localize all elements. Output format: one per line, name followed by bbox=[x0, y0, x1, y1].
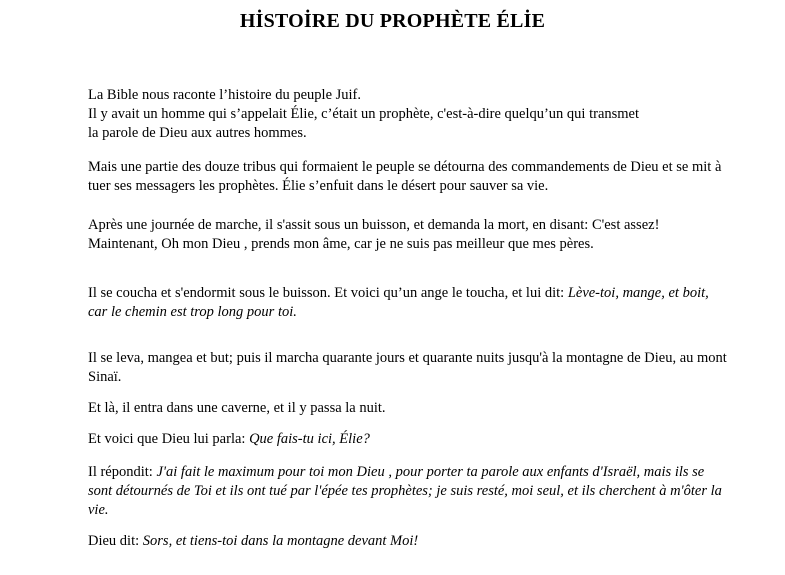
paragraph-8-text: Il répondit: bbox=[88, 464, 157, 480]
paragraph-9 bbox=[88, 532, 728, 551]
paragraph-5: Il se leva, mangea et but; puis il marcha quarante jours et quarante nuits jusqu'à la montagne de Dieu, au mont Sinaï. bbox=[88, 350, 727, 385]
page-title: HİSTOİRE DU PROPHÈTE ÉLİE bbox=[239, 10, 546, 32]
elie-answer-quote: J'ai fait le maximum pour toi mon Dieu , pour porter ta parole aux enfants d'Israël, mais ils se sont détournés de Toi et ils ont tué par l'épée tes prophètes; je suis resté, moi seul, et ils cherchent à m'ôter la vie. bbox=[88, 464, 722, 518]
paragraph-1-line-3: la parole de Dieu aux autres hommes. bbox=[88, 125, 307, 141]
paragraph-1-line-1: La Bible nous raconte l’histoire du peuple Juif. bbox=[88, 87, 362, 103]
paragraph-1-line-2: Il y avait un homme qui s’appelait Élie, c’était un prophète, c'est-à-dire quelqu’un qui transmet bbox=[88, 106, 640, 122]
paragraph-9-text: Dieu dit: bbox=[88, 533, 143, 549]
angel-quote: Lève-toi, mange, et boit, car le chemin est trop long pour toi. bbox=[88, 285, 709, 320]
paragraph-7 bbox=[88, 430, 728, 449]
god-question-quote: Que fais-tu ici, Élie? bbox=[249, 431, 370, 447]
paragraph-3: Après une journée de marche, il s'assit sous un buisson, et demanda la mort, en disant: C'est assez! Maintenant, Oh mon Dieu , prends mon âme, car je ne suis pas meilleur que mes pères. bbox=[88, 217, 660, 252]
paragraph-4 bbox=[88, 284, 728, 322]
paragraph-2: Mais une partie des douze tribus qui formaient le peuple se détourna des commandements de Dieu et se mit à tuer ses messagers les prophètes. Élie s’enfuit dans le désert pour sauver sa vie. bbox=[88, 159, 722, 194]
paragraph-1 bbox=[88, 86, 728, 143]
paragraph-6: Et là, il entra dans une caverne, et il y passa la nuit. bbox=[88, 400, 386, 416]
paragraph-7-text: Et voici que Dieu lui parla: bbox=[88, 431, 250, 447]
paragraph-4-text: Il se coucha et s'endormit sous le buisson. Et voici qu’un ange le toucha, et lui dit: bbox=[88, 285, 568, 301]
god-command-quote: Sors, et tiens-toi dans la montagne devant Moi! bbox=[142, 533, 419, 549]
paragraph-8 bbox=[88, 463, 728, 520]
